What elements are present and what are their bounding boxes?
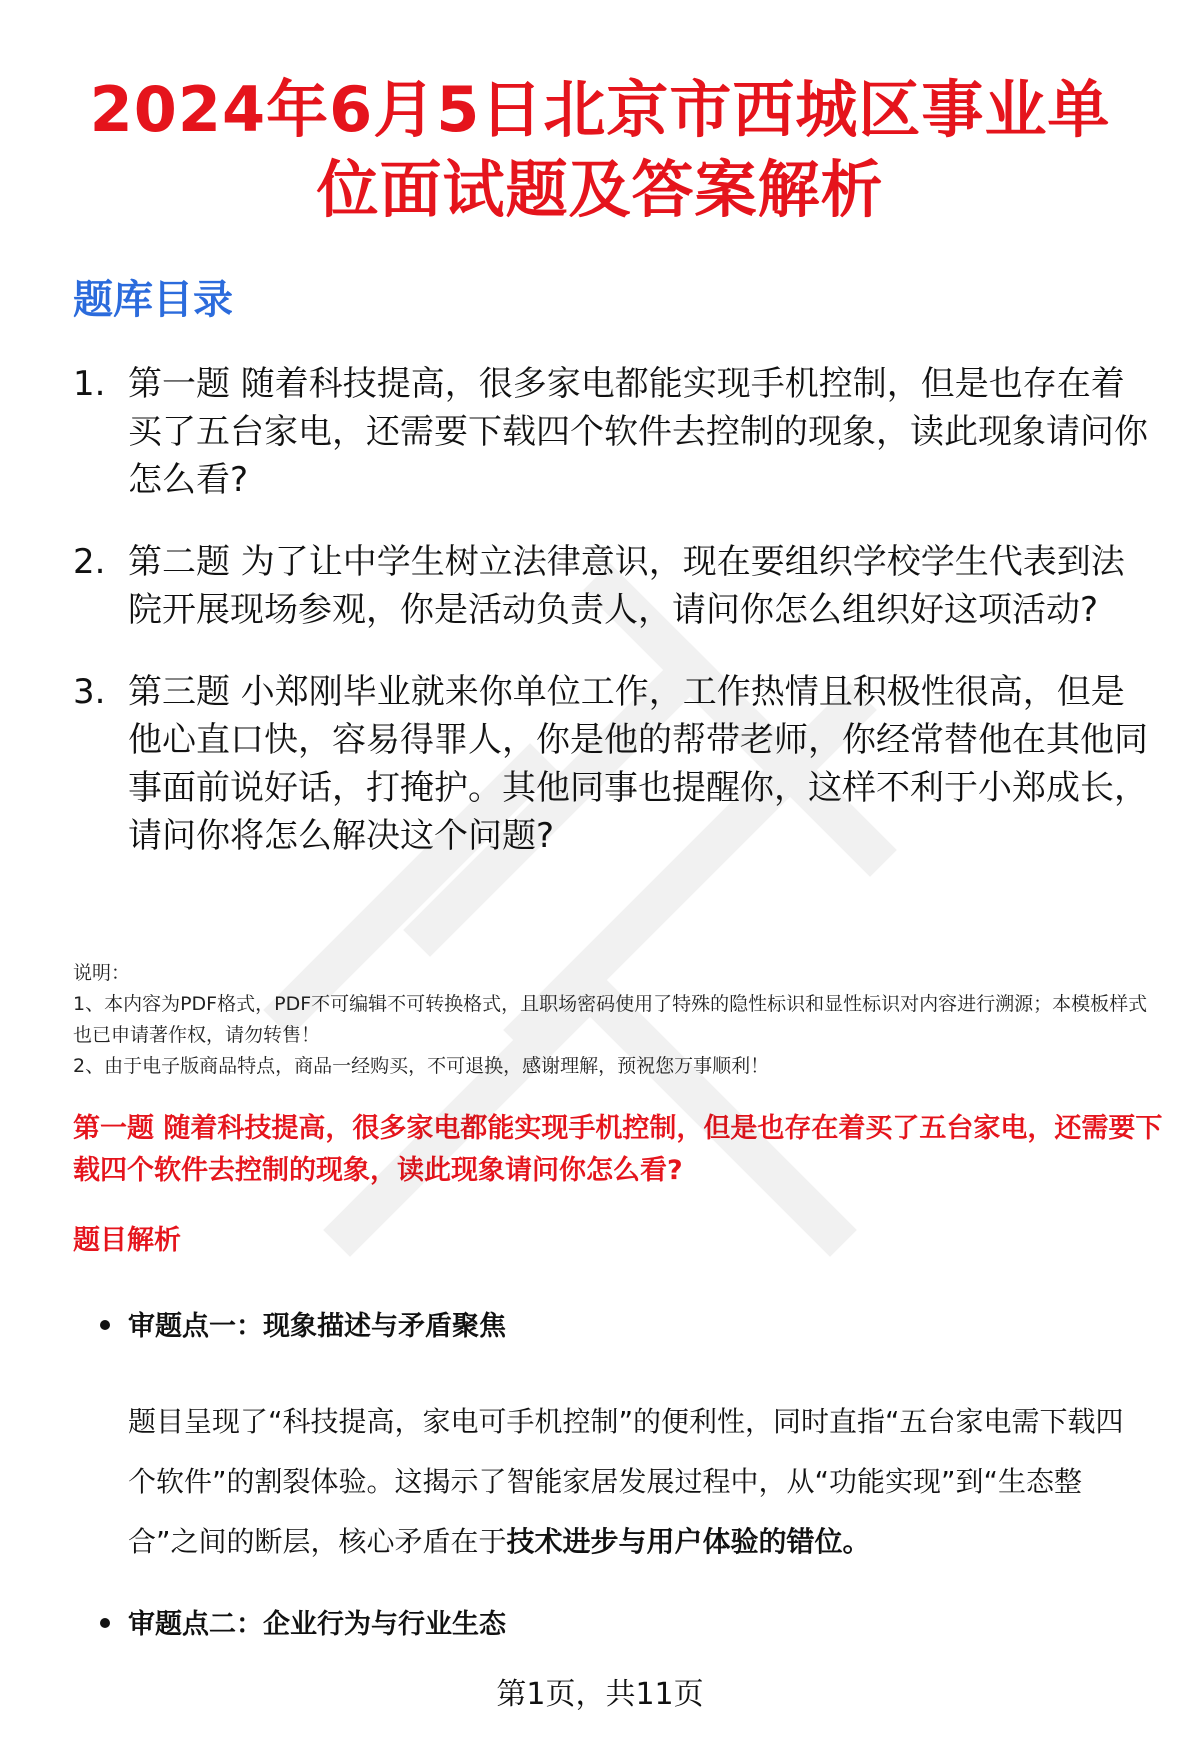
analysis-point-1-text: 题目呈现了“科技提高，家电可手机控制”的便利性，同时直指“五台家电需下载四个软件”的割裂体验。这揭示了智能家居发展过程中，从“功能实现”到“生态整合”之间的断层，核心矛盾在于	[128, 1405, 1124, 1558]
toc-list	[73, 360, 1153, 894]
toc-item-text: 第三题 小郑刚毕业就来你单位工作，工作热情且积极性很高，但是他心直口快，容易得罪人，你是他的帮带老师，你经常替他在其他同事面前说好话，打掩护。其他同事也提醒你，这样不利于小郑成长，请问你将怎么解决这个问题?	[128, 672, 1148, 856]
bullet-icon	[100, 1618, 110, 1628]
bullet-icon	[100, 1320, 110, 1330]
analysis-point-1-title-text: 审题点一：现象描述与矛盾聚焦	[128, 1311, 506, 1342]
analysis-point-1-emphasis: 技术进步与用户体验的错位。	[506, 1525, 871, 1558]
analysis-point-2-title	[100, 1604, 1140, 1646]
analysis-point-2-title-text: 审题点二：企业行为与行业生态	[128, 1609, 506, 1640]
toc-item-number: 3.	[73, 672, 106, 712]
note-line-1: 1、本内容为PDF格式，PDF不可编辑不可转换格式，且职场密码使用了特殊的隐性标识和显性标识对内容进行溯源；本模板样式也已申请著作权，请勿转售！	[73, 993, 1148, 1046]
disclaimer-note	[73, 958, 1163, 1082]
analysis-point-1-title	[100, 1306, 1140, 1348]
document-title-line1: 2024年6月5日北京市西城区事业单	[89, 73, 1111, 146]
toc-item-number: 1.	[73, 364, 106, 404]
analysis-section-label: 题目解析	[73, 1225, 181, 1256]
document-title	[60, 70, 1140, 230]
toc-heading: 题库目录	[73, 277, 233, 323]
question-1-heading: 第一题 随着科技提高，很多家电都能实现手机控制，但是也存在着买了五台家电，还需要下载四个软件去控制的现象，读此现象请问你怎么看?	[73, 1113, 1163, 1186]
toc-item[interactable]	[73, 668, 1153, 860]
toc-item[interactable]	[73, 360, 1153, 504]
analysis-point-1-body	[128, 1392, 1148, 1572]
page-footer: 第1页，共11页	[496, 1677, 704, 1712]
document-title-line2: 位面试题及答案解析	[316, 153, 884, 226]
note-label: 说明：	[73, 962, 131, 984]
toc-item[interactable]	[73, 538, 1153, 634]
toc-item-text: 第一题 随着科技提高，很多家电都能实现手机控制，但是也存在着买了五台家电，还需要下载四个软件去控制的现象，读此现象请问你怎么看?	[128, 364, 1148, 500]
note-line-2: 2、由于电子版商品特点，商品一经购买，不可退换，感谢理解，预祝您万事顺利！	[73, 1055, 770, 1077]
toc-item-number: 2.	[73, 542, 106, 582]
toc-item-text: 第二题 为了让中学生树立法律意识，现在要组织学校学生代表到法院开展现场参观，你是活动负责人，请问你怎么组织好这项活动?	[128, 542, 1125, 630]
